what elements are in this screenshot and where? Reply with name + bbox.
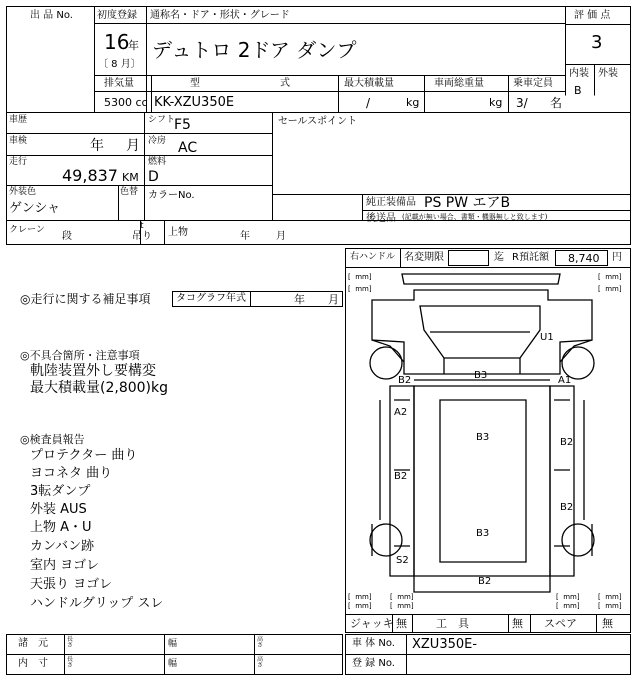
height-label: 高さ xyxy=(257,656,264,669)
crane-t: t xyxy=(140,221,144,231)
mm-marker: [ mm] xyxy=(556,593,580,601)
inspection-label: 車検 xyxy=(9,136,28,146)
inspector-line: 外装 AUS xyxy=(30,502,87,517)
color-value: ゲンシャ xyxy=(9,201,61,216)
interior-value: B xyxy=(574,84,582,97)
deadline-unit: 迄 xyxy=(494,252,504,263)
color-label: 外装色 xyxy=(9,187,37,197)
tools-value: 無 xyxy=(512,617,523,630)
crane-dan: 段 xyxy=(62,231,72,242)
mileage-unit: KM xyxy=(122,171,139,184)
max-load-unit: kg xyxy=(406,96,420,109)
tacho-month: 月 xyxy=(328,293,339,306)
displacement-value: 5300 cc xyxy=(104,96,148,109)
lot-no-label: 出 品 No. xyxy=(30,10,73,21)
first-reg-label: 初度登録 xyxy=(97,10,137,21)
inspector-line: 3転ダンプ xyxy=(30,484,91,499)
interior-label: 内装 xyxy=(569,68,589,79)
jack-label: ジャッキ xyxy=(350,617,394,630)
color-no-label: 色替 xyxy=(120,187,139,197)
mm-marker: [ mm] xyxy=(390,593,414,601)
first-reg-month: 〔 8 月〕 xyxy=(98,59,141,70)
first-reg-year: 16 xyxy=(104,30,130,54)
recycle-label: R預託額 xyxy=(512,252,549,263)
name-change-label: 名変期限 xyxy=(404,252,444,263)
damage-label: U1 xyxy=(540,332,554,343)
rear-label: 後送品 xyxy=(366,213,396,224)
first-reg-year-unit: 年 xyxy=(128,39,139,52)
shift-label: シフト xyxy=(148,115,176,125)
mm-marker: [ mm] xyxy=(598,593,622,601)
sales-point-label: セールスポイント xyxy=(278,116,358,127)
inspector-label: ◎検査員報告 xyxy=(20,433,85,446)
inner-dims-label: 内 寸 xyxy=(18,658,48,669)
crane-label: クレーン xyxy=(9,225,45,235)
crane-tsuri: 吊り xyxy=(132,231,152,242)
inspection-year-unit: 年 xyxy=(90,138,104,154)
inspector-line: ハンドルグリップ スレ xyxy=(30,596,164,611)
aircon-value: AC xyxy=(178,140,198,156)
tools-label: 工 具 xyxy=(436,617,469,630)
fuel-label: 燃料 xyxy=(148,157,167,167)
registration-label: 登 録 No. xyxy=(352,658,395,669)
damage-label: A1 xyxy=(558,375,572,386)
body-label: 上物 xyxy=(168,227,188,238)
max-load-value: / xyxy=(366,96,371,110)
height-label: 高さ xyxy=(257,636,264,649)
chassis-value: XZU350E- xyxy=(412,637,478,652)
steering-value: 右ハンドル xyxy=(350,252,396,262)
inspector-line: 室内 ヨゴレ xyxy=(30,558,100,573)
damage-label: B3 xyxy=(476,528,490,539)
equipment-label: 純正装備品 xyxy=(366,197,416,208)
max-load-label: 最大積載量 xyxy=(344,78,394,89)
tacho-year: 年 xyxy=(294,293,305,306)
dims-label: 諸 元 xyxy=(18,638,48,649)
defects-label: ◎不具合箇所・注意事項 xyxy=(20,349,140,362)
capacity-label: 乗車定員 xyxy=(513,78,553,89)
chassis-label: 車 体 No. xyxy=(352,638,395,649)
body-month: 月 xyxy=(276,231,286,242)
width-label: 幅 xyxy=(168,639,178,649)
gross-weight-label: 車両総重量 xyxy=(434,78,484,89)
body-year: 年 xyxy=(240,231,250,242)
inspection-month-unit: 月 xyxy=(126,138,140,154)
recycle-unit: 円 xyxy=(612,252,622,263)
spare-label: スペア xyxy=(544,617,577,630)
fuel-value: D xyxy=(148,169,159,185)
defect-line: 軌陸装置外し要構変 xyxy=(30,363,156,379)
inspector-line: プロテクター 曲り xyxy=(30,448,138,463)
shift-value: F5 xyxy=(174,117,191,133)
damage-label: B3 xyxy=(474,370,488,381)
rear-note: (記載が無い場合、書類・機器無しと致します) xyxy=(402,213,548,221)
running-notes-label: ◎走行に関する補足事項 xyxy=(20,292,151,306)
history-label: 車歴 xyxy=(9,115,28,125)
mm-marker: [ mm] xyxy=(598,273,622,281)
damage-label: B2 xyxy=(394,471,408,482)
damage-label: B2 xyxy=(560,502,574,513)
equipment-value: PS PW エアB xyxy=(424,195,511,211)
aircon-label: 冷房 xyxy=(148,136,167,146)
mileage-value: 49,837 xyxy=(62,166,118,185)
tacho-label: タコグラフ年式 xyxy=(176,293,246,304)
vehicle-name: デュトロ 2ドア ダンプ xyxy=(152,38,357,62)
model-label: 通称名・ドア・形状・グレード xyxy=(150,10,290,21)
damage-label: S2 xyxy=(396,555,409,566)
jack-value: 無 xyxy=(396,617,407,630)
inspector-line: カンバン跡 xyxy=(30,539,95,554)
damage-label: B2 xyxy=(478,576,492,587)
mileage-label: 走行 xyxy=(9,157,28,167)
mm-marker: [ mm] xyxy=(598,602,622,610)
spare-value: 無 xyxy=(602,617,613,630)
damage-label: B3 xyxy=(476,432,490,443)
damage-label: B2 xyxy=(560,437,574,448)
inspector-line: 上物 A・U xyxy=(30,520,92,535)
defect-line: 最大積載量(2,800)kg xyxy=(30,380,168,396)
mm-marker: [ mm] xyxy=(348,273,372,281)
mm-marker: [ mm] xyxy=(348,593,372,601)
mm-marker: [ mm] xyxy=(598,285,622,293)
width-label: 幅 xyxy=(168,659,178,669)
mm-marker: [ mm] xyxy=(556,602,580,610)
exterior-label: 外装 xyxy=(598,68,618,79)
mm-marker: [ mm] xyxy=(348,285,372,293)
grade-value: 3 xyxy=(591,32,603,53)
capacity-value: 3/ xyxy=(516,96,528,110)
inspector-line: 天張り ヨゴレ xyxy=(30,577,113,592)
color-code-label: カラーNo. xyxy=(148,190,195,201)
damage-label: B2 xyxy=(398,375,412,386)
inspector-line: ヨコネタ 曲り xyxy=(30,466,113,481)
mm-marker: [ mm] xyxy=(348,602,372,610)
type-label: 型 式 xyxy=(190,78,290,89)
damage-label: A2 xyxy=(394,407,408,418)
gross-weight-unit: kg xyxy=(489,96,503,109)
recycle-value: 8,740 xyxy=(568,252,600,265)
length-label: 長さ xyxy=(67,636,74,649)
grade-label: 評 価 点 xyxy=(574,10,611,21)
capacity-unit: 名 xyxy=(550,96,563,110)
mm-marker: [ mm] xyxy=(390,602,414,610)
displacement-label: 排気量 xyxy=(104,78,134,89)
length-label: 長さ xyxy=(67,656,74,669)
type-value: KK-XZU350E xyxy=(154,95,235,110)
